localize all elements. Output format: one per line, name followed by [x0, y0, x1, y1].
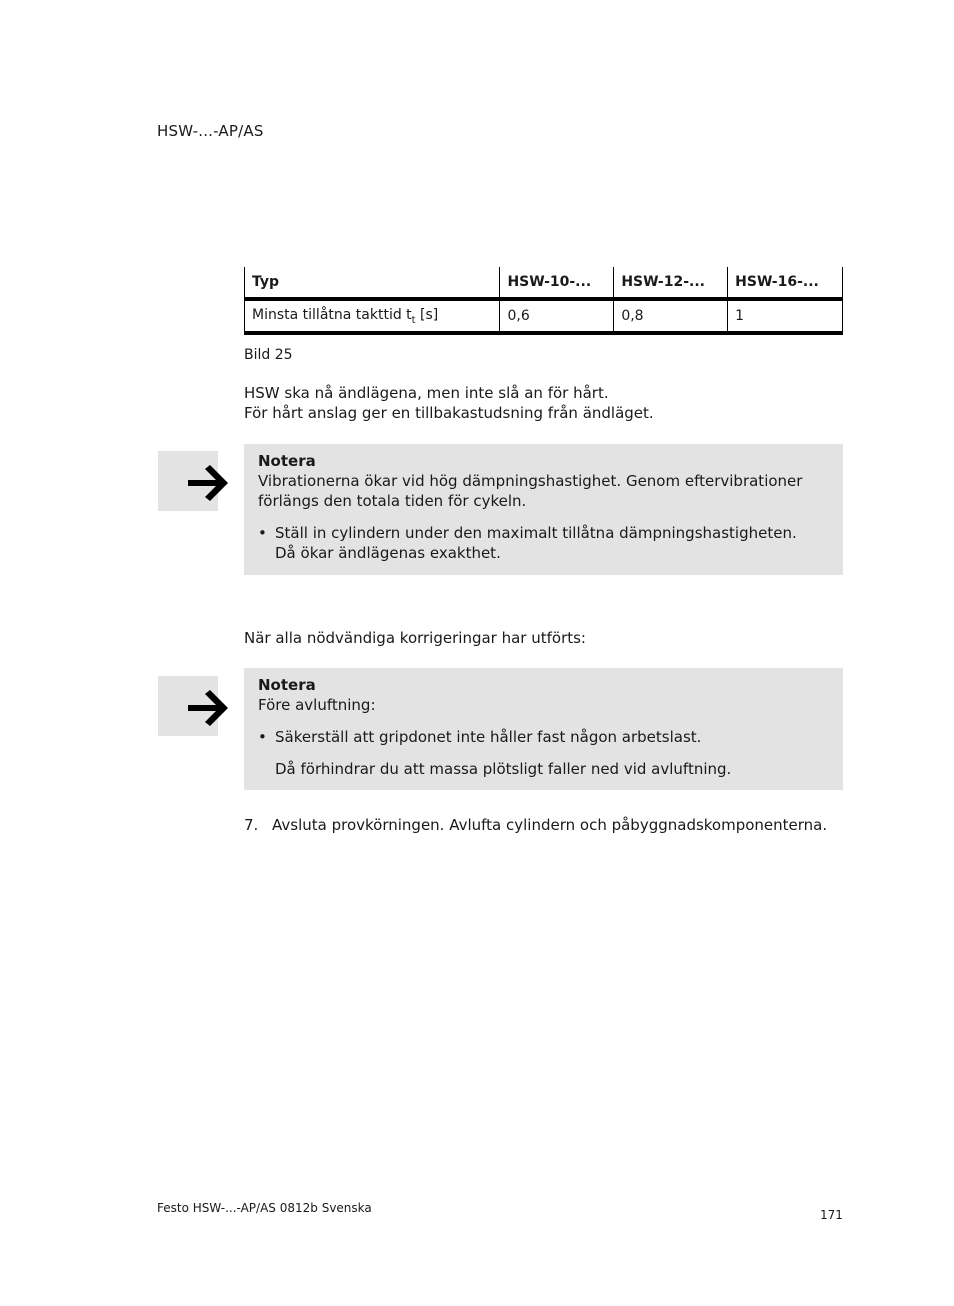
table-header-cell: Typ — [245, 267, 500, 299]
note-icon-box — [158, 676, 218, 736]
table-header-cell: HSW-10-... — [500, 267, 614, 299]
paragraph-line: För hårt anslag ger en tillbakastudsning från ändläget. — [244, 404, 654, 422]
table-row — [245, 299, 843, 333]
row-label-text: Minsta tillåtna takttid t — [252, 306, 412, 323]
page-header: HSW-...-AP/AS — [157, 122, 264, 140]
note-text-line: förlängs den totala tiden för cykeln. — [258, 492, 527, 510]
step-text: Avsluta provkörningen. Avlufta cylindern och påbyggnadskomponenterna. — [272, 816, 828, 834]
note-icon-box — [158, 451, 218, 511]
bullet-text-line: • Säkerställ att gripdonet inte håller fast någon arbetslast. — [275, 728, 702, 746]
table-header-cell: HSW-12-... — [614, 267, 728, 299]
step-item — [244, 816, 827, 834]
figure-caption: Bild 25 — [244, 347, 293, 363]
footer-doc-info: Festo HSW-...-AP/AS 0812b Svenska — [157, 1201, 372, 1215]
paragraph-line: HSW ska nå ändlägena, men inte slå an för hårt. — [244, 384, 609, 402]
bullet-text-line: • Ställ in cylindern under den maximalt tillåtna dämpningshastigheten. — [275, 524, 797, 542]
note-bullet — [258, 727, 829, 747]
note-text-line: Vibrationerna ökar vid hög dämpningshastighet. Genom eftervibrationer — [258, 472, 803, 490]
table-row-label — [245, 299, 500, 333]
table-cell: 0,6 — [500, 299, 614, 333]
table-cell: 1 — [728, 299, 843, 333]
note-box — [244, 444, 843, 575]
intro-text: När alla nödvändiga korrigeringar har utförts: — [244, 629, 586, 647]
arrow-right-icon — [186, 465, 230, 501]
row-label-unit: [s] — [415, 306, 439, 323]
note-bullet — [258, 523, 829, 563]
note-followup: Då förhindrar du att massa plötsligt faller ned vid avluftning. — [275, 760, 732, 778]
arrow-right-icon — [186, 690, 230, 726]
note-box — [244, 668, 843, 790]
page-number: 171 — [820, 1208, 843, 1222]
note-text-line: Före avluftning: — [258, 696, 376, 714]
row-label-subscript: t — [411, 314, 416, 326]
body-paragraph — [244, 383, 844, 423]
table-header-row — [245, 267, 843, 299]
spec-table — [244, 267, 843, 335]
bullet-text-line: Då ökar ändlägenas exakthet. — [275, 544, 501, 562]
note-title: Notera — [258, 452, 316, 470]
step-number: 7. — [244, 816, 259, 834]
note-title: Notera — [258, 676, 316, 694]
table-header-cell: HSW-16-... — [728, 267, 843, 299]
table-cell: 0,8 — [614, 299, 728, 333]
